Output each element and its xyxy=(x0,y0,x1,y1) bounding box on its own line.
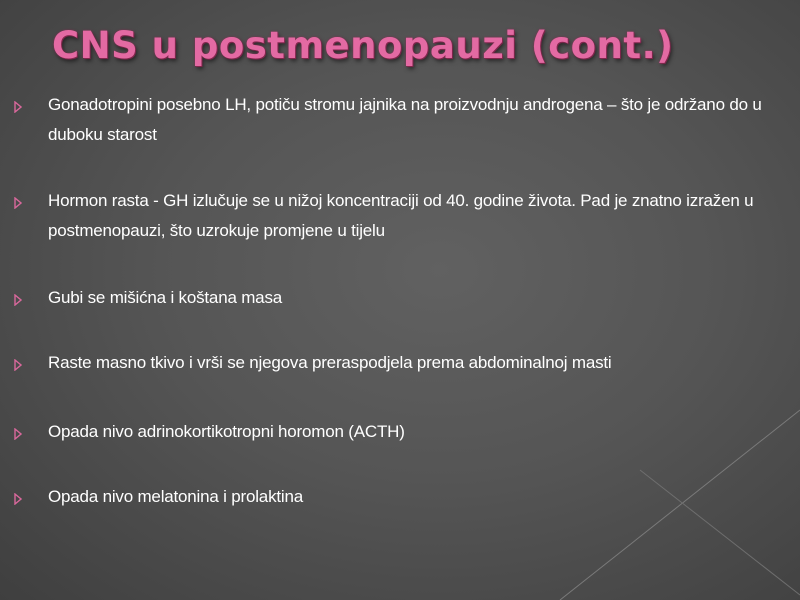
bullet-text: Raste masno tkivo i vrši se njegova preraspodjela prema abdominalnoj masti xyxy=(48,353,612,372)
bullet-text: Opada nivo melatonina i prolaktina xyxy=(48,487,303,506)
pink-triangle-bullet-icon xyxy=(14,294,22,306)
pink-triangle-bullet-icon xyxy=(14,101,22,113)
pink-triangle-bullet-icon xyxy=(14,359,22,371)
bullet-text: Gonadotropini posebno LH, potiču stromu jajnika na proizvodnju androgena – što je održano do u duboku starost xyxy=(48,95,762,144)
bullet-text: Opada nivo adrinokortikotropni horomon (ACTH) xyxy=(48,422,405,441)
pink-triangle-bullet-icon xyxy=(14,428,22,440)
bullet-text: Gubi se mišićna i koštana masa xyxy=(48,288,282,307)
pink-triangle-bullet-icon xyxy=(14,197,22,209)
pink-triangle-bullet-icon xyxy=(14,493,22,505)
slide-title: CNS u postmenopauzi (cont.) xyxy=(52,24,674,67)
bullet-text: Hormon rasta - GH izlučuje se u nižoj koncentraciji od 40. godine života. Pad je znatno izražen u postmenopauzi, što uzrokuje promjene u tijelu xyxy=(48,191,754,240)
